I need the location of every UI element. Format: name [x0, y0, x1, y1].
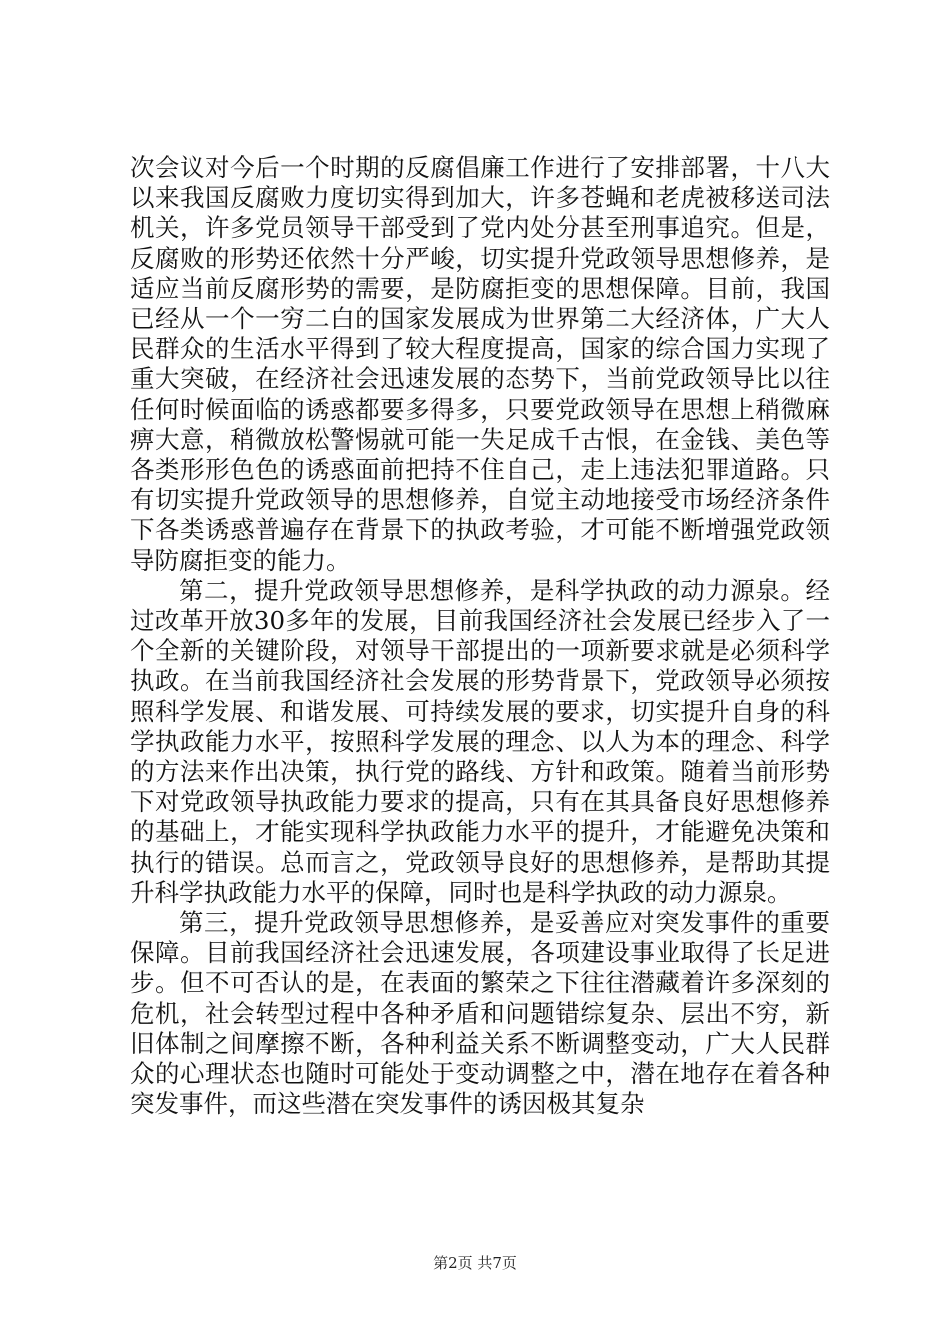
paragraph-1: 次会议对今后一个时期的反腐倡廉工作进行了安排部署，十八大以来我国反腐败力度切实得到加大，许多苍蝇和老虎被移送司法机关，许多党员领导干部受到了党内处分甚至刑事追究。但是，反腐败的形势还依然十分严峻，切实提升党政领导思想修养，是适应当前反腐形势的需要，是防腐拒变的思想保障。目前，我国已经从一个一穷二白的国家发展成为世界第二大经济体，广大人民群众的生活水平得到了较大程度提高，国家的综合国力实现了重大突破，在经济社会迅速发展的态势下，当前党政领导比以往任何时候面临的诱惑都要多得多，只要党政领导在思想上稍微麻痹大意，稍微放松警惕就可能一失足成千古恨，在金钱、美色等各类形形色色的诱惑面前把持不住自己，走上违法犯罪道路。只有切实提升党政领导的思想修养，自觉主动地接受市场经济条件下各类诱惑普遍存在背景下的执政考验，才可能不断增强党政领导防腐拒变的能力。 [130, 153, 830, 575]
paragraph-2: 第二，提升党政领导思想修养，是科学执政的动力源泉。经过改革开放30多年的发展，目前我国经济社会发展已经步入了一个全新的关键阶段，对领导干部提出的一项新要求就是必须科学执政。在当前我国经济社会发展的形势背景下，党政领导必须按照科学发展、和谐发展、可持续发展的要求，切实提升自身的科学执政能力水平，按照科学发展的理念、以人为本的理念、科学的方法来作出决策，执行党的路线、方针和政策。随着当前形势下对党政领导执政能力要求的提高，只有在其具备良好思想修养的基础上，才能实现科学执政能力水平的提升，才能避免决策和执行的错误。总而言之，党政领导良好的思想修养，是帮助其提升科学执政能力水平的保障，同时也是科学执政的动力源泉。 [130, 575, 830, 907]
paragraph-3: 第三，提升党政领导思想修养，是妥善应对突发事件的重要保障。目前我国经济社会迅速发展，各项建设事业取得了长足进步。但不可否认的是，在表面的繁荣之下往往潜藏着许多深刻的危机，社会转型过程中各种矛盾和问题错综复杂、层出不穷，新旧体制之间摩擦不断，各种利益关系不断调整变动，广大人民群众的心理状态也随时可能处于变动调整之中，潜在地存在着各种突发事件，而这些潜在突发事件的诱因极其复杂 [130, 908, 830, 1119]
document-body [130, 153, 830, 1120]
page-footer: 第2页 共7页 [433, 1254, 517, 1272]
